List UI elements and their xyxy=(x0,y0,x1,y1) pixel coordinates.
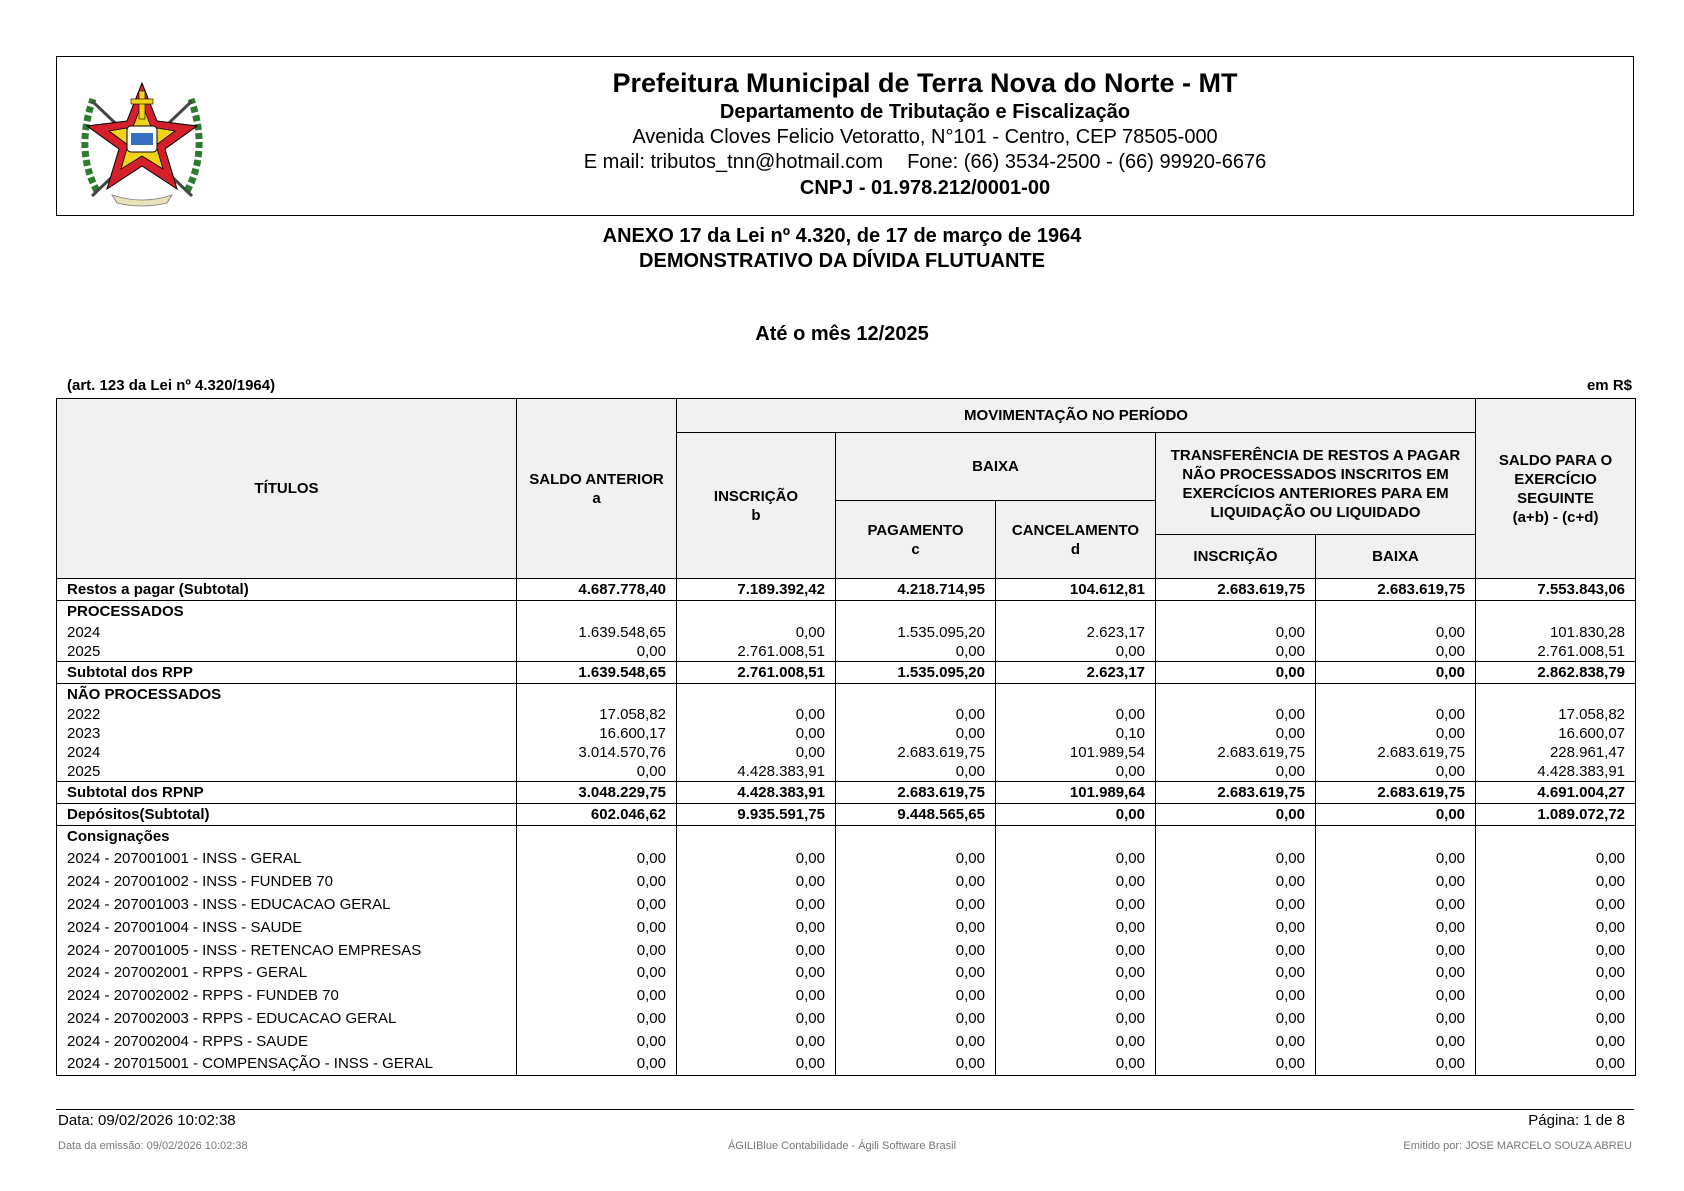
row-value: 16.600,17 xyxy=(517,724,677,743)
row-value xyxy=(996,601,1156,623)
row-label: Restos a pagar (Subtotal) xyxy=(57,579,517,601)
row-value: 0,00 xyxy=(836,642,996,662)
row-value: 0,00 xyxy=(1476,1030,1636,1053)
row-value: 0,00 xyxy=(836,893,996,916)
row-value: 2.761.008,51 xyxy=(1476,642,1636,662)
row-value: 0,00 xyxy=(1316,762,1476,782)
row-value: 7.189.392,42 xyxy=(677,579,836,601)
row-label: 2024 - 207002003 - RPPS - EDUCACAO GERAL xyxy=(57,1007,517,1030)
row-value: 0,00 xyxy=(996,705,1156,724)
row-value: 0,00 xyxy=(836,848,996,871)
row-value: 0,00 xyxy=(1476,984,1636,1007)
table-row xyxy=(57,984,1636,1007)
row-value: 0,00 xyxy=(1156,848,1316,871)
table-row xyxy=(57,623,1636,642)
row-value: 9.448.565,65 xyxy=(836,804,996,826)
col-header-titles: TÍTULOS xyxy=(57,399,517,579)
row-value: 0,00 xyxy=(996,961,1156,984)
table-row xyxy=(57,705,1636,724)
row-value xyxy=(996,826,1156,848)
row-value: 4.691.004,27 xyxy=(1476,782,1636,804)
table-row xyxy=(57,762,1636,782)
col-header-transf-inscricao: INSCRIÇÃO xyxy=(1156,535,1316,579)
row-value: 0,00 xyxy=(996,916,1156,939)
row-value: 0,00 xyxy=(677,1007,836,1030)
row-value: 0,00 xyxy=(996,1053,1156,1076)
row-label: 2024 - 207002004 - RPPS - SAUDE xyxy=(57,1030,517,1053)
table-row xyxy=(57,782,1636,804)
row-value: 0,00 xyxy=(1156,762,1316,782)
row-value xyxy=(1156,601,1316,623)
row-label: Subtotal dos RPNP xyxy=(57,782,517,804)
row-value: 2.683.619,75 xyxy=(1156,743,1316,762)
row-value: 0,00 xyxy=(836,1030,996,1053)
row-value: 0,10 xyxy=(996,724,1156,743)
row-value: 0,00 xyxy=(1316,848,1476,871)
row-label: 2024 - 207001004 - INSS - SAUDE xyxy=(57,916,517,939)
row-value: 0,00 xyxy=(517,642,677,662)
row-value: 0,00 xyxy=(1156,623,1316,642)
table-row xyxy=(57,1007,1636,1030)
row-value: 2.683.619,75 xyxy=(1156,782,1316,804)
row-value: 0,00 xyxy=(1476,1007,1636,1030)
table-row xyxy=(57,743,1636,762)
row-value: 0,00 xyxy=(517,762,677,782)
report-heading xyxy=(0,224,1684,274)
table-row xyxy=(57,870,1636,893)
row-label: 2025 xyxy=(57,642,517,662)
row-value: 0,00 xyxy=(517,984,677,1007)
row-value: 0,00 xyxy=(1316,916,1476,939)
row-value xyxy=(836,826,996,848)
row-value: 2.761.008,51 xyxy=(677,661,836,683)
row-value: 101.830,28 xyxy=(1476,623,1636,642)
floating-debt-table xyxy=(56,398,1636,1076)
row-label: 2024 xyxy=(57,623,517,642)
row-value: 1.535.095,20 xyxy=(836,661,996,683)
footer-emitted-by: Emitido por: JOSE MARCELO SOUZA ABREU xyxy=(1403,1140,1632,1152)
col-header-transf-baixa: BAIXA xyxy=(1316,535,1476,579)
legal-reference: (art. 123 da Lei nº 4.320/1964) xyxy=(67,377,276,394)
row-value: 4.428.383,91 xyxy=(1476,762,1636,782)
row-label: 2024 - 207015001 - COMPENSAÇÃO - INSS - GERAL xyxy=(57,1053,517,1076)
department-name: Departamento de Tributação e Fiscalização xyxy=(719,101,1131,123)
row-value: 0,00 xyxy=(996,848,1156,871)
row-value: 1.639.548,65 xyxy=(517,661,677,683)
row-value: 0,00 xyxy=(996,893,1156,916)
row-value: 0,00 xyxy=(1316,870,1476,893)
row-label: 2024 - 207001003 - INSS - EDUCACAO GERAL xyxy=(57,893,517,916)
row-value: 0,00 xyxy=(677,916,836,939)
row-label: 2024 - 207001005 - INSS - RETENCAO EMPRESAS xyxy=(57,939,517,962)
table-row xyxy=(57,939,1636,962)
row-value: 0,00 xyxy=(1316,1030,1476,1053)
row-value: 0,00 xyxy=(677,705,836,724)
row-value: 101.989,64 xyxy=(996,782,1156,804)
row-value: 0,00 xyxy=(1476,1053,1636,1076)
col-header-saldo-anterior: SALDO ANTERIOR a xyxy=(517,399,677,579)
footer-emission-date: Data da emissão: 09/02/2026 10:02:38 xyxy=(58,1140,248,1152)
row-value: 0,00 xyxy=(677,961,836,984)
row-value: 0,00 xyxy=(517,870,677,893)
row-value: 0,00 xyxy=(517,893,677,916)
row-value xyxy=(1476,601,1636,623)
row-value: 2.683.619,75 xyxy=(1156,579,1316,601)
row-value: 101.989,54 xyxy=(996,743,1156,762)
row-value: 0,00 xyxy=(517,1007,677,1030)
row-value: 4.428.383,91 xyxy=(677,762,836,782)
row-value: 0,00 xyxy=(1156,893,1316,916)
row-value: 0,00 xyxy=(1476,848,1636,871)
row-value: 0,00 xyxy=(1316,623,1476,642)
row-value: 0,00 xyxy=(836,961,996,984)
row-value: 0,00 xyxy=(836,916,996,939)
row-value: 2.623,17 xyxy=(996,623,1156,642)
row-value: 0,00 xyxy=(996,1030,1156,1053)
row-label: 2022 xyxy=(57,705,517,724)
row-value: 0,00 xyxy=(836,1053,996,1076)
table-row xyxy=(57,893,1636,916)
row-value: 0,00 xyxy=(1156,961,1316,984)
row-value: 2.683.619,75 xyxy=(1316,743,1476,762)
col-header-inscricao: INSCRIÇÃO b xyxy=(677,433,836,579)
row-value: 0,00 xyxy=(1476,893,1636,916)
table-row xyxy=(57,1053,1636,1076)
row-value: 0,00 xyxy=(836,870,996,893)
row-value: 0,00 xyxy=(996,939,1156,962)
table-header xyxy=(57,399,1636,579)
row-value: 0,00 xyxy=(1156,724,1316,743)
row-value: 0,00 xyxy=(1476,939,1636,962)
row-value xyxy=(836,601,996,623)
row-value: 16.600,07 xyxy=(1476,724,1636,743)
row-value: 0,00 xyxy=(1156,661,1316,683)
row-value xyxy=(1476,826,1636,848)
row-value: 0,00 xyxy=(1316,705,1476,724)
col-header-transferencia: TRANSFERÊNCIA DE RESTOS A PAGAR NÃO PROCESSADOS INSCRITOS EM EXERCÍCIOS ANTERIORES PARA EM LIQUIDAÇÃO OU LIQUIDADO xyxy=(1156,433,1476,535)
table-row xyxy=(57,804,1636,826)
row-value: 0,00 xyxy=(677,939,836,962)
row-value xyxy=(1316,601,1476,623)
currency-unit: em R$ xyxy=(1586,377,1632,394)
row-value xyxy=(677,826,836,848)
row-value xyxy=(1476,683,1636,705)
table-row xyxy=(57,961,1636,984)
row-value: 0,00 xyxy=(1316,661,1476,683)
row-value xyxy=(1316,683,1476,705)
row-value: 0,00 xyxy=(1156,1007,1316,1030)
table-row xyxy=(57,661,1636,683)
row-value: 0,00 xyxy=(836,724,996,743)
row-value: 0,00 xyxy=(517,1053,677,1076)
row-value: 0,00 xyxy=(1476,916,1636,939)
row-value: 0,00 xyxy=(1156,1053,1316,1076)
row-value: 0,00 xyxy=(1316,642,1476,662)
footer-date: Data: 09/02/2026 10:02:38 xyxy=(58,1112,236,1129)
row-value xyxy=(677,683,836,705)
row-value: 4.687.778,40 xyxy=(517,579,677,601)
row-value: 0,00 xyxy=(836,984,996,1007)
row-value: 0,00 xyxy=(996,1007,1156,1030)
row-label: Depósitos(Subtotal) xyxy=(57,804,517,826)
row-value: 0,00 xyxy=(996,984,1156,1007)
row-label: 2024 xyxy=(57,743,517,762)
row-value: 17.058,82 xyxy=(1476,705,1636,724)
address-line: Avenida Cloves Felicio Vetoratto, N°101 - Centro, CEP 78505-000 xyxy=(632,126,1218,148)
report-title: DEMONSTRATIVO DA DÍVIDA FLUTUANTE xyxy=(639,250,1045,272)
col-header-saldo-seguinte: SALDO PARA O EXERCÍCIO SEGUINTE (a+b) - (c+d) xyxy=(1476,399,1636,579)
table-row xyxy=(57,916,1636,939)
row-value: 104.612,81 xyxy=(996,579,1156,601)
row-value: 2.683.619,75 xyxy=(836,743,996,762)
row-value: 2.761.008,51 xyxy=(677,642,836,662)
row-label: PROCESSADOS xyxy=(57,601,517,623)
row-value: 0,00 xyxy=(996,870,1156,893)
table-row xyxy=(57,1030,1636,1053)
col-header-movimentacao: MOVIMENTAÇÃO NO PERÍODO xyxy=(677,399,1476,433)
footer-divider xyxy=(56,1109,1634,1110)
row-value: 2.683.619,75 xyxy=(1316,782,1476,804)
email-text: E mail: tributos_tnn@hotmail.com xyxy=(583,151,884,173)
row-value: 3.014.570,76 xyxy=(517,743,677,762)
row-value: 3.048.229,75 xyxy=(517,782,677,804)
row-value: 0,00 xyxy=(1156,870,1316,893)
row-value: 2.623,17 xyxy=(996,661,1156,683)
row-value: 2.683.619,75 xyxy=(1316,579,1476,601)
row-value: 0,00 xyxy=(677,984,836,1007)
row-value: 0,00 xyxy=(677,893,836,916)
municipality-title: Prefeitura Municipal de Terra Nova do Norte - MT xyxy=(612,68,1238,98)
row-label: NÃO PROCESSADOS xyxy=(57,683,517,705)
row-value: 0,00 xyxy=(1156,804,1316,826)
row-value: 0,00 xyxy=(517,848,677,871)
row-value: 0,00 xyxy=(1476,870,1636,893)
annex-title: ANEXO 17 da Lei nº 4.320, de 17 de março de 1964 xyxy=(602,225,1082,247)
row-value: 0,00 xyxy=(996,642,1156,662)
row-value: 0,00 xyxy=(1156,1030,1316,1053)
row-value: 0,00 xyxy=(517,939,677,962)
row-value: 0,00 xyxy=(996,762,1156,782)
report-period: Até o mês 12/2025 xyxy=(755,323,929,345)
row-value xyxy=(1156,683,1316,705)
row-value: 0,00 xyxy=(677,870,836,893)
row-value: 0,00 xyxy=(677,1053,836,1076)
row-value: 0,00 xyxy=(836,939,996,962)
row-value: 228.961,47 xyxy=(1476,743,1636,762)
row-value: 0,00 xyxy=(1316,724,1476,743)
col-header-cancelamento: CANCELAMENTO d xyxy=(996,501,1156,579)
row-value: 0,00 xyxy=(996,804,1156,826)
row-value: 0,00 xyxy=(1156,984,1316,1007)
row-value: 7.553.843,06 xyxy=(1476,579,1636,601)
row-value: 0,00 xyxy=(1316,1053,1476,1076)
row-value: 0,00 xyxy=(517,916,677,939)
row-value: 1.089.072,72 xyxy=(1476,804,1636,826)
table-row xyxy=(57,826,1636,848)
row-value: 0,00 xyxy=(1156,705,1316,724)
row-value: 1.639.548,65 xyxy=(517,623,677,642)
table-row xyxy=(57,642,1636,662)
row-value: 0,00 xyxy=(836,762,996,782)
row-value: 4.218.714,95 xyxy=(836,579,996,601)
row-value xyxy=(996,683,1156,705)
row-value: 0,00 xyxy=(677,623,836,642)
row-value: 2.862.838,79 xyxy=(1476,661,1636,683)
row-label: 2024 - 207001002 - INSS - FUNDEB 70 xyxy=(57,870,517,893)
row-value: 0,00 xyxy=(677,724,836,743)
table-body xyxy=(57,579,1636,1076)
cnpj-line: CNPJ - 01.978.212/0001-00 xyxy=(799,177,1051,199)
row-value: 0,00 xyxy=(517,961,677,984)
row-value xyxy=(517,683,677,705)
row-value: 602.046,62 xyxy=(517,804,677,826)
letterhead xyxy=(56,56,1634,216)
col-header-baixa: BAIXA xyxy=(836,433,1156,501)
row-value xyxy=(517,601,677,623)
row-value: 0,00 xyxy=(1316,893,1476,916)
footer-software: ÁGILIBlue Contabilidade - Ágili Software Brasil xyxy=(727,1140,957,1152)
footer-page-number: Página: 1 de 8 xyxy=(1528,1112,1625,1129)
row-value: 9.935.591,75 xyxy=(677,804,836,826)
table-row xyxy=(57,724,1636,743)
row-value: 0,00 xyxy=(1156,939,1316,962)
row-value xyxy=(1316,826,1476,848)
row-value: 0,00 xyxy=(1156,916,1316,939)
row-value: 0,00 xyxy=(1316,961,1476,984)
row-value: 1.535.095,20 xyxy=(836,623,996,642)
row-value: 0,00 xyxy=(677,1030,836,1053)
row-value: 0,00 xyxy=(836,1007,996,1030)
table-row xyxy=(57,683,1636,705)
row-value: 0,00 xyxy=(1316,939,1476,962)
row-value: 0,00 xyxy=(677,743,836,762)
row-label: 2023 xyxy=(57,724,517,743)
phone-text: Fone: (66) 3534-2500 - (66) 99920-6676 xyxy=(907,151,1267,173)
table-row xyxy=(57,848,1636,871)
row-value: 0,00 xyxy=(517,1030,677,1053)
municipal-crest-icon xyxy=(67,71,217,209)
row-value: 0,00 xyxy=(1316,804,1476,826)
row-value xyxy=(517,826,677,848)
row-value xyxy=(677,601,836,623)
row-label: 2025 xyxy=(57,762,517,782)
row-value: 0,00 xyxy=(1476,961,1636,984)
table-row xyxy=(57,601,1636,623)
row-label: Consignações xyxy=(57,826,517,848)
table-row xyxy=(57,579,1636,601)
row-label: 2024 - 207002002 - RPPS - FUNDEB 70 xyxy=(57,984,517,1007)
row-value: 0,00 xyxy=(1156,642,1316,662)
row-value: 17.058,82 xyxy=(517,705,677,724)
row-value: 0,00 xyxy=(1316,984,1476,1007)
row-value: 0,00 xyxy=(677,848,836,871)
row-value: 0,00 xyxy=(1316,1007,1476,1030)
row-value xyxy=(836,683,996,705)
row-value: 2.683.619,75 xyxy=(836,782,996,804)
row-label: 2024 - 207001001 - INSS - GERAL xyxy=(57,848,517,871)
contact-line xyxy=(257,150,1593,175)
row-label: Subtotal dos RPP xyxy=(57,661,517,683)
row-value: 4.428.383,91 xyxy=(677,782,836,804)
col-header-pagamento: PAGAMENTO c xyxy=(836,501,996,579)
row-value: 0,00 xyxy=(836,705,996,724)
row-label: 2024 - 207002001 - RPPS - GERAL xyxy=(57,961,517,984)
row-value xyxy=(1156,826,1316,848)
